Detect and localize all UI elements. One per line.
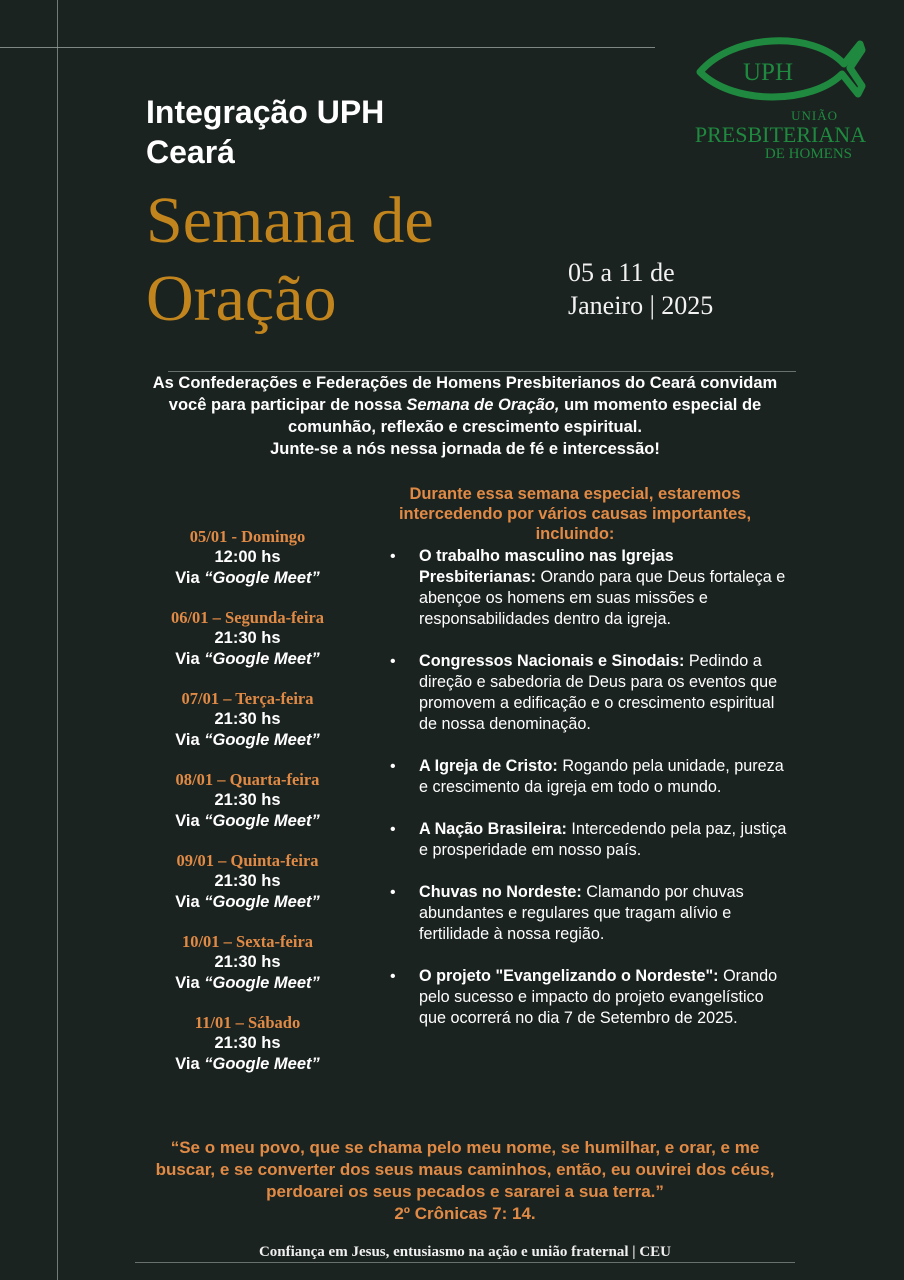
schedule-item — [140, 607, 355, 670]
event-title — [146, 182, 434, 338]
header-title-line1: Integração UPH — [146, 94, 385, 130]
schedule-platform: Via “Google Meet” — [175, 569, 320, 587]
logo-line1: UNIÃO — [791, 108, 838, 123]
intro-callout: Junte-se a nós nessa jornada de fé e intercessão! — [270, 440, 660, 458]
cause-text: Orando para que Deus fortaleça e abençoe os homens em suas missões e responsabilidades dentro da igreja. — [419, 568, 786, 628]
schedule-item — [140, 1012, 355, 1075]
event-dates-line2: Janeiro | 2025 — [568, 291, 714, 320]
event-title-line1: Semana de — [146, 184, 434, 257]
footer-divider — [135, 1262, 795, 1263]
intro-text: As Confederações e Federações de Homens Presbiterianos do Ceará convidam você para participar de nossa Semana de Oração, um momento especial de comunhão, reflexão e crescimento espiritual. — [152, 374, 778, 436]
header-title — [146, 92, 384, 172]
schedule-time: 21:30 hs — [214, 1034, 281, 1052]
schedule-platform: Via “Google Meet” — [175, 1055, 320, 1073]
cause-text: Rogando pela unidade, pureza e crescimento da igreja em todo o mundo. — [419, 757, 784, 796]
schedule-time: 21:30 hs — [214, 629, 281, 647]
schedule-item — [140, 769, 355, 832]
schedule-platform: Via “Google Meet” — [175, 812, 320, 830]
cause-title: Chuvas no Nordeste: — [419, 883, 582, 901]
cause-title: O projeto "Evangelizando o Nordeste": — [419, 967, 719, 985]
schedule-time: 21:30 hs — [214, 872, 281, 890]
cause-title: A Igreja de Cristo: — [419, 757, 558, 775]
fish-icon — [692, 28, 874, 108]
event-dates — [568, 256, 713, 322]
left-border-line — [57, 0, 58, 1280]
schedule-item — [140, 931, 355, 994]
cause-item — [388, 819, 793, 861]
causes-list — [388, 546, 793, 1050]
schedule-date: 09/01 – Quinta-feira — [176, 851, 319, 870]
cause-text: Clamando por chuvas abundantes e regulares que tragam alívio e fertilidade à nossa região. — [419, 883, 744, 943]
schedule-date: 10/01 – Sexta-feira — [181, 932, 314, 951]
header-title-line2: Ceará — [146, 134, 235, 170]
schedule-platform: Via “Google Meet” — [175, 650, 320, 668]
schedule-time: 21:30 hs — [214, 791, 281, 809]
schedule-date: 08/01 – Quarta-feira — [175, 770, 320, 789]
schedule-time: 12:00 hs — [214, 548, 281, 566]
cause-item — [388, 756, 793, 798]
schedule-date: 11/01 – Sábado — [194, 1013, 301, 1032]
uph-logo — [692, 28, 874, 168]
schedule-time: 21:30 hs — [214, 710, 281, 728]
verse-text: “Se o meu povo, que se chama pelo meu nome, se humilhar, e orar, e me buscar, e se converter dos seus maus caminhos, então, eu ouvirei dos céus, perdoarei os seus pecados e sararei a sua terra.” — [155, 1138, 775, 1201]
logo-abbr: UPH — [742, 59, 794, 86]
cause-item — [388, 882, 793, 945]
schedule-item — [140, 850, 355, 913]
schedule-date: 06/01 – Segunda-feira — [170, 608, 325, 627]
logo-line3: DE HOMENS — [764, 146, 852, 162]
schedule-list — [140, 526, 355, 1093]
cause-item — [388, 651, 793, 735]
cause-title: O trabalho masculino nas Igrejas Presbiterianas: — [419, 547, 674, 586]
schedule-platform: Via “Google Meet” — [175, 974, 320, 992]
schedule-time: 21:30 hs — [214, 953, 281, 971]
cause-text: Pedindo a direção e sabedoria de Deus para os eventos que promovem a edificação e o crescimento espiritual de nossa denominação. — [419, 652, 778, 733]
cause-title: A Nação Brasileira: — [419, 820, 567, 838]
cause-text: Intercedendo pela paz, justiça e prosperidade em nosso país. — [419, 820, 787, 859]
schedule-date: 07/01 – Terça-feira — [181, 689, 314, 708]
schedule-item — [140, 688, 355, 751]
schedule-platform: Via “Google Meet” — [175, 731, 320, 749]
bible-verse — [140, 1137, 790, 1225]
schedule-date: 05/01 - Domingo — [189, 527, 306, 546]
event-dates-line1: 05 a 11 de — [568, 258, 675, 287]
verse-reference: 2º Crônicas 7: 14. — [394, 1204, 536, 1223]
cause-item — [388, 546, 793, 630]
top-border-line — [0, 47, 655, 48]
footer-motto: Confiança em Jesus, entusiasmo na ação e união fraternal | CEU — [258, 1244, 672, 1260]
cause-title: Congressos Nacionais e Sinodais: — [419, 652, 685, 670]
cause-item — [388, 966, 793, 1029]
logo-line2: PRESBITERIANA — [694, 122, 866, 147]
causes-heading: Durante essa semana especial, estaremos intercedendo por vários causas importantes, incluindo: — [398, 485, 752, 543]
intro-paragraph — [150, 372, 780, 460]
schedule-item — [140, 526, 355, 589]
event-title-line2: Oração — [146, 262, 337, 335]
schedule-platform: Via “Google Meet” — [175, 893, 320, 911]
cause-text: Orando pelo sucesso e impacto do projeto evangelístico que ocorrerá no dia 7 de Setembro de 2025. — [419, 967, 778, 1027]
